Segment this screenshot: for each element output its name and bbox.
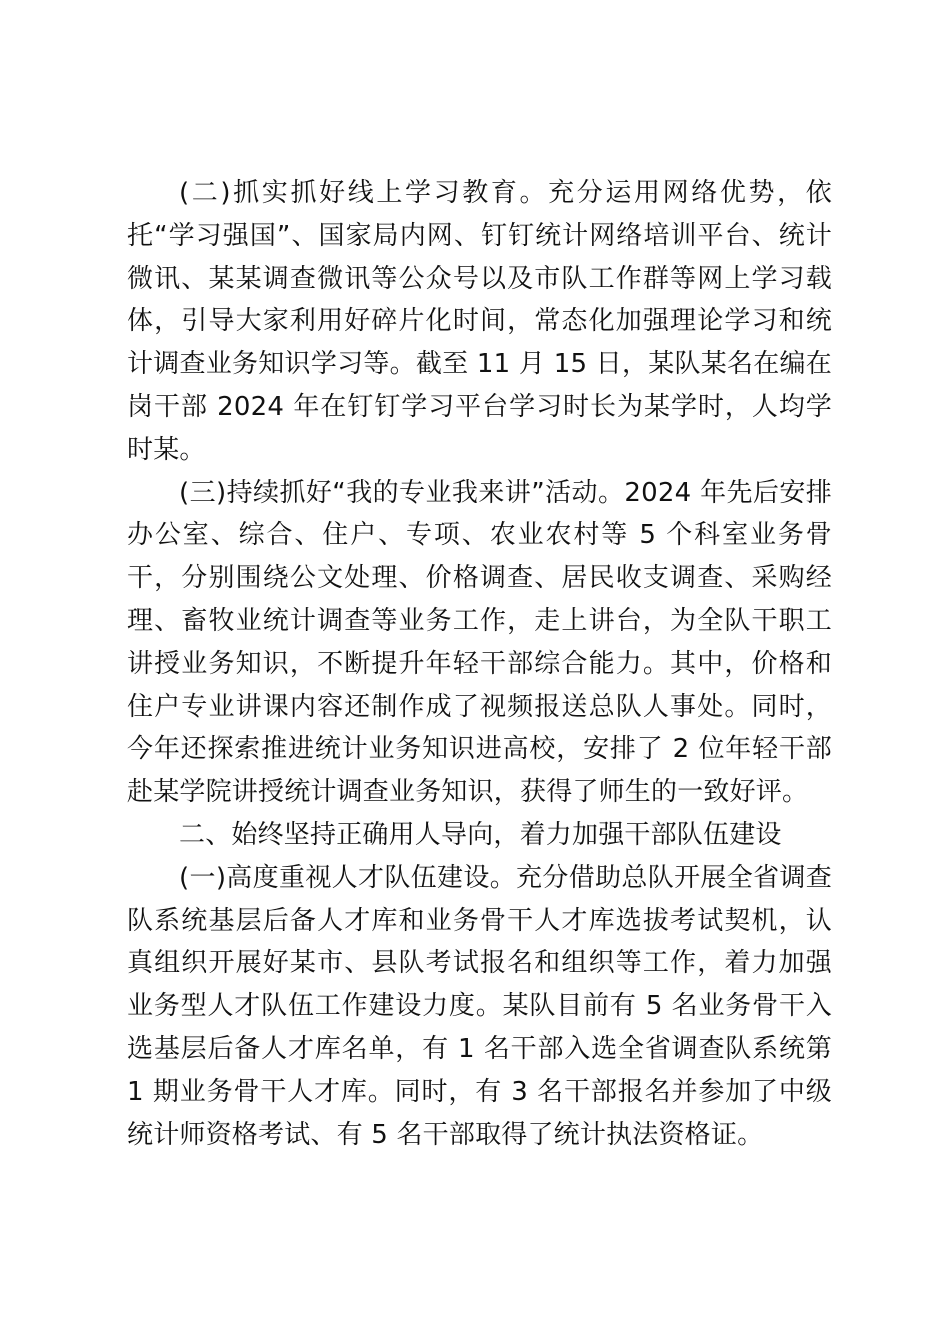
paragraph-online-learning: (二)抓实抓好线上学习教育。充分运用网络优势，依托“学习强国”、国家局内网、钉钉统计网络培训平台、统计微讯、某某调查微讯等公众号以及市队工作群等网上学习载体，引导大家利用好碎片化时间，常态化加强理论学习和统计调查业务知识学习等。截至 11 月 15 日，某队某名在编在岗干部 2024 年在钉钉学习平台学习时长为某学时，人均学时某。 [127, 178, 832, 465]
document-body [127, 172, 832, 1156]
section-heading: 二、始终坚持正确用人导向，着力加强干部队伍建设 [179, 819, 782, 850]
paragraph-my-profession-activity: (三)持续抓好“我的专业我来讲”活动。2024 年先后安排办公室、综合、住户、专项、农业农村等 5 个科室业务骨干，分别围绕公文处理、价格调查、居民收支调查、采购经理、畜牧业统计调查等业务工作，走上讲台，为全队干职工讲授业务知识，不断提升年轻干部综合能力。其中，价格和住户专业讲课内容还制作成了视频报送总队人事处。同时，今年还探索推进统计业务知识进高校，安排了 2 位年轻干部赴某学院讲授统计调查业务知识，获得了师生的一致好评。 [127, 477, 832, 808]
paragraph-talent-team: (一)高度重视人才队伍建设。充分借助总队开展全省调查队系统基层后备人才库和业务骨干人才库选拔考试契机，认真组织开展好某市、县队考试报名和组织等工作，着力加强业务型人才队伍工作建设力度。某队目前有 5 名业务骨干入选基层后备人才库名单，有 1 名干部入选全省调查队系统第 1 期业务骨干人才库。同时，有 3 名干部报名并参加了中级统计师资格考试、有 5 名干部取得了统计执法资格证。 [127, 862, 832, 1150]
